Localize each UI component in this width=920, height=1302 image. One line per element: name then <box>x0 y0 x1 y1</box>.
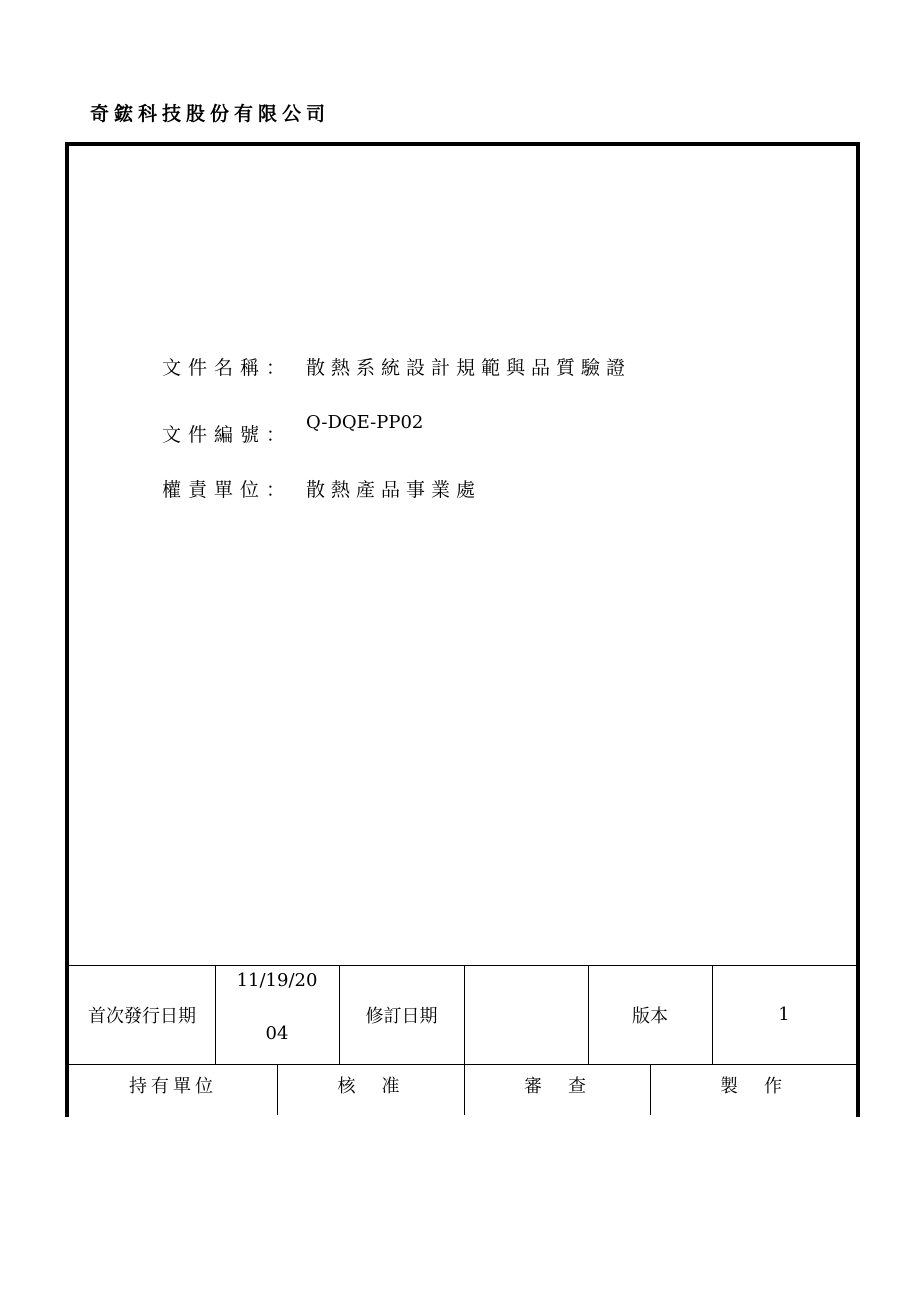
revision-date-label: 修訂日期 <box>365 1005 438 1027</box>
doc-owner-label: 權責單位： <box>162 479 293 501</box>
version-label: 版本 <box>632 1005 668 1027</box>
doc-name-label: 文件名稱： <box>162 357 293 379</box>
doc-name-value: 散熱系統設計規範與品質驗證 <box>306 357 632 379</box>
make-label: 製 作 <box>720 1076 786 1097</box>
version-value: 1 <box>778 1004 790 1025</box>
review-label: 審 查 <box>524 1076 590 1097</box>
holder-label: 持有單位 <box>129 1076 217 1097</box>
approval-table <box>69 965 856 1115</box>
first-issue-date-line1: 11/19/20 <box>236 970 318 991</box>
doc-code-value: Q-DQE-PP02 <box>306 412 424 433</box>
first-issue-label: 首次發行日期 <box>88 1005 196 1027</box>
doc-owner-value: 散熱產品事業處 <box>306 479 482 501</box>
company-name: 奇鋐科技股份有限公司 <box>90 103 331 125</box>
first-issue-date-line2: 04 <box>265 1023 289 1044</box>
approve-label: 核 准 <box>337 1076 404 1097</box>
revision-date-value <box>464 965 588 1064</box>
doc-code-label: 文件編號： <box>162 424 293 446</box>
